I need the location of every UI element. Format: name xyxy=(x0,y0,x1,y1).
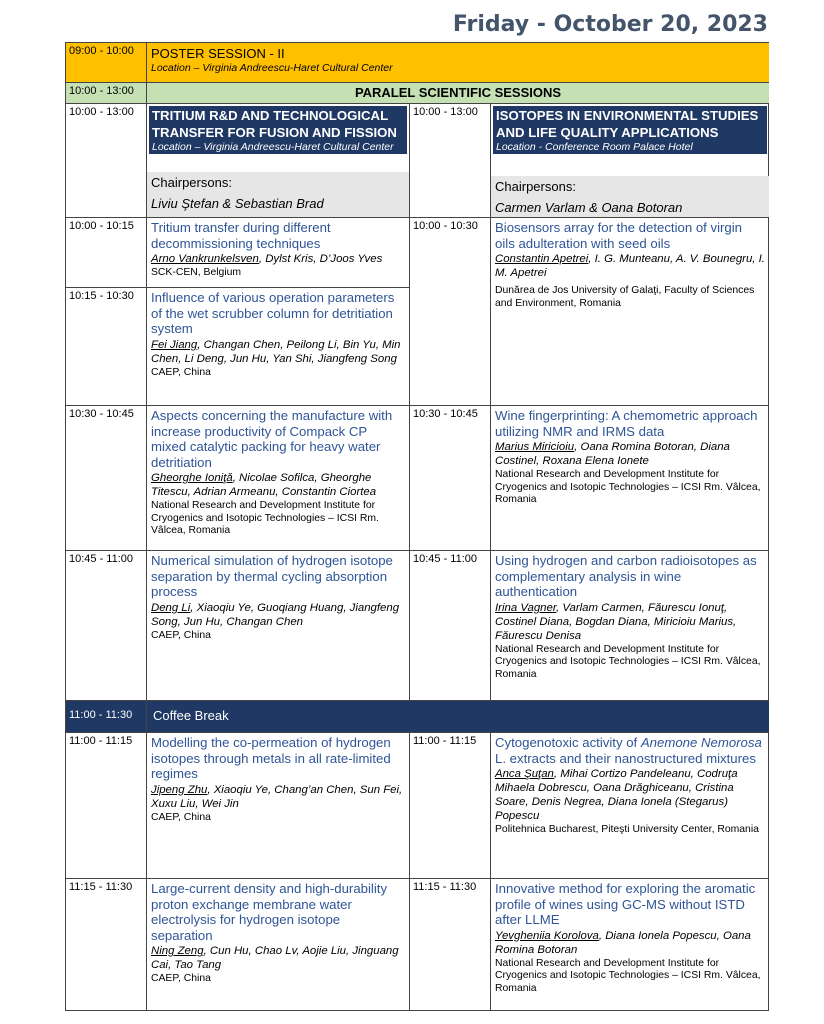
talk-time: 10:15 - 10:30 xyxy=(65,287,146,405)
left-session-title: TRITIUM R&D AND TECHNOLOGICAL TRANSFER FOR FUSION AND FISSION xyxy=(152,108,397,140)
left-session-cell xyxy=(146,103,409,217)
coffee-break-row xyxy=(65,700,769,732)
parallel-title: PARALEL SCIENTIFIC SESSIONS xyxy=(146,82,769,103)
poster-location: Location – Virginia Andreescu-Haret Cultural Center xyxy=(151,62,393,74)
talk-time: 10:45 - 11:00 xyxy=(65,550,146,700)
table-row xyxy=(65,550,409,700)
table-row xyxy=(65,287,409,405)
talk-cell xyxy=(146,287,409,405)
talk-cell xyxy=(146,550,409,700)
talk-affiliation: CAEP, China xyxy=(151,366,211,378)
talk-cell xyxy=(146,732,409,878)
species-name: Anemone Nemorosa xyxy=(640,735,762,750)
talk-authors xyxy=(151,944,405,972)
right-session-location: Location - Conference Room Palace Hotel xyxy=(496,141,693,153)
presenting-author: Anca Şuţan xyxy=(495,768,554,780)
talk-affiliation: CAEP, China xyxy=(151,973,211,984)
right-chair-names: Carmen Varlam & Oana Botoran xyxy=(495,200,683,215)
talk-cell xyxy=(490,405,769,550)
presenting-author: Jipeng Zhu xyxy=(151,783,208,796)
talk-time: 10:30 - 10:45 xyxy=(65,405,146,550)
talk-affiliation: SCK-CEN, Belgium xyxy=(151,267,242,278)
left-chair-label: Chairpersons: xyxy=(151,175,232,190)
talk-authors xyxy=(495,601,765,643)
talk-affiliation: CAEP, China xyxy=(151,629,211,641)
left-chairs-box xyxy=(147,172,409,217)
talk-time: 10:00 - 10:15 xyxy=(65,217,146,287)
right-chairs-box xyxy=(491,176,769,217)
talk-authors xyxy=(151,338,405,366)
talk-title xyxy=(495,735,765,766)
session-header-row xyxy=(65,103,769,217)
co-authors: , Oana Romina Botoran, Diana Costinel, Roxana Elena Ionete xyxy=(495,441,730,467)
talk-cell xyxy=(490,550,769,700)
table-row xyxy=(65,732,409,878)
presenting-author: Deng Li xyxy=(151,601,191,614)
talk-affiliation: National Research and Development Institute for Cryogenics and Isotopic Technologies – ICSI Rm. Vâlcea, Romania xyxy=(495,643,761,680)
presenting-author: Marius Miricioiu xyxy=(495,441,575,453)
talk-affiliation: CAEP, China xyxy=(151,811,211,823)
talk-cell xyxy=(146,217,409,287)
presenting-author: Yevgheniia Korolova xyxy=(495,929,599,942)
left-session-banner xyxy=(149,106,407,154)
presenting-author: Arno Vankrunkelsven xyxy=(151,253,259,265)
co-authors: , I. G. Munteanu, A. V. Bounegru, I. M. Apetrei xyxy=(495,253,765,279)
parallel-time: 10:00 - 13:00 xyxy=(65,82,146,103)
coffee-label: Coffee Break xyxy=(146,700,769,732)
talk-affiliation: Dunărea de Jos University of Galaţi, Faculty of Sciences and Environment, Romania xyxy=(495,285,755,309)
poster-session-row xyxy=(65,42,769,82)
presenting-author: Gheorghe Ioniţă xyxy=(151,472,233,484)
talk-time: 10:45 - 11:00 xyxy=(409,550,490,700)
poster-title: POSTER SESSION - II xyxy=(151,46,285,61)
title-part: L. extracts and their nanostructured mixtures xyxy=(495,750,756,766)
left-session-location: Location – Virginia Andreescu-Haret Cultural Center xyxy=(152,141,394,153)
talk-title: Innovative method for exploring the aromatic profile of wines using GC-MS without ISTD after LLME xyxy=(495,881,756,927)
talk-cell xyxy=(146,878,409,1010)
right-session-banner xyxy=(493,106,767,154)
presenting-author: Fei Jiang xyxy=(151,338,198,351)
coffee-time: 11:00 - 11:30 xyxy=(65,700,146,732)
talk-title: Numerical simulation of hydrogen isotope separation by thermal cycling absorption process xyxy=(151,553,393,599)
right-session-cell xyxy=(490,103,769,217)
co-authors: , Xiaoqiu Ye, Guoqiang Huang, Jiangfeng Song, Jun Hu, Changan Chen xyxy=(151,601,400,628)
talk-affiliation: National Research and Development Institute for Cryogenics and Isotopic Technologies – ICSI Rm. Vâlcea, Romania xyxy=(151,500,379,536)
talk-time: 11:15 - 11:30 xyxy=(65,878,146,1010)
table-row xyxy=(409,878,769,1010)
presenting-author: Irina Vagner xyxy=(495,601,557,614)
talk-time: 10:00 - 10:30 xyxy=(409,217,490,405)
presenting-author: Constantin Apetrei xyxy=(495,253,589,265)
parallel-sessions-row xyxy=(65,82,769,103)
table-row xyxy=(65,405,409,550)
talk-title: Biosensors array for the detection of virgin oils adulteration with seed oils xyxy=(495,220,743,251)
talk-affiliation: Politehnica Bucharest, Piteşti University Center, Romania xyxy=(495,824,759,835)
talk-time: 10:30 - 10:45 xyxy=(409,405,490,550)
co-authors: , Dylst Kris, D’Joos Yves xyxy=(258,253,383,265)
day-title: Friday - October 20, 2023 xyxy=(452,12,768,37)
co-authors: , Nicolae Sofilca, Gheorghe Titescu, Adrian Armeanu, Constantin Ciortea xyxy=(151,472,377,498)
talk-time: 11:00 - 11:15 xyxy=(409,732,490,878)
talk-title: Aspects concerning the manufacture with increase productivity of Compack CP mixed catalytic packing for heavy water detritiation xyxy=(151,408,393,470)
talk-authors xyxy=(151,601,405,629)
talk-title: Tritium transfer during different decommissioning techniques xyxy=(151,220,331,251)
talk-cell xyxy=(490,732,769,878)
talk-authors xyxy=(495,440,765,468)
talk-title: Large-current density and high-durability proton exchange membrane water electrolysis for hydrogen isotope separation xyxy=(151,881,388,943)
poster-time: 09:00 - 10:00 xyxy=(65,42,146,82)
talk-authors xyxy=(151,783,405,811)
table-row xyxy=(65,217,409,287)
table-row xyxy=(409,405,769,550)
co-authors: , Mihai Cortizo Pandeleanu, Codruţa Mihaela Dobrescu, Oana Drăghiceanu, Cristina Soare, Denis Negrea, Diana Ionela (Stegarus) Popescu xyxy=(495,768,738,822)
left-chair-names: Liviu Ştefan & Sebastian Brad xyxy=(151,196,324,211)
table-bottom-border xyxy=(65,1009,769,1011)
talk-cell xyxy=(490,217,769,405)
talk-title: Using hydrogen and carbon radioisotopes as complementary analysis in wine authentication xyxy=(495,553,757,599)
right-session-time: 10:00 - 13:00 xyxy=(409,103,490,217)
co-authors: , Diana Ionela Popescu, Oana Romina Botoran xyxy=(495,929,751,956)
co-authors: , Changan Chen, Peilong Li, Bin Yu, Min Chen, Li Deng, Jun Hu, Yan Shi, Jiangfeng Song xyxy=(151,338,401,365)
talk-title: Wine fingerprinting: A chemometric approach utilizing NMR and IRMS data xyxy=(495,408,758,439)
co-authors: , Cun Hu, Chao Lv, Aojie Liu, Jinguang Cai, Tao Tang xyxy=(151,945,399,971)
talk-title: Modelling the co-permeation of hydrogen isotopes through metals in all rate-limited regimes xyxy=(151,735,391,781)
talk-authors xyxy=(495,929,765,957)
talk-affiliation: National Research and Development Institute for Cryogenics and Isotopic Technologies – ICSI Rm. Vâlcea, Romania xyxy=(495,957,761,994)
table-row xyxy=(65,878,409,1010)
table-row xyxy=(409,550,769,700)
talk-time: 11:00 - 11:15 xyxy=(65,732,146,878)
poster-cell xyxy=(146,42,769,82)
talk-authors xyxy=(495,767,765,823)
talk-cell xyxy=(490,878,769,1010)
talk-time: 11:15 - 11:30 xyxy=(409,878,490,1010)
right-chair-label: Chairpersons: xyxy=(495,179,576,194)
talk-title: Influence of various operation parameters of the wet scrubber column for detritiation system xyxy=(151,290,395,336)
table-row xyxy=(409,217,769,405)
title-part: Cytogenotoxic activity of xyxy=(495,735,641,750)
co-authors: , Xiaoqiu Ye, Chang’an Chen, Sun Fei, Xuxu Liu, Wei Jin xyxy=(151,783,403,810)
talk-authors xyxy=(495,252,765,280)
table-row xyxy=(409,732,769,878)
talk-authors xyxy=(151,252,405,266)
presenting-author: Ning Zeng xyxy=(151,945,204,957)
left-session-time: 10:00 - 13:00 xyxy=(65,103,146,217)
talk-authors xyxy=(151,471,405,499)
co-authors: , Varlam Carmen, Făurescu Ionuţ, Costinel Diana, Bogdan Diana, Miricioiu Marius, Făurescu Denisa xyxy=(495,601,737,642)
talk-cell xyxy=(146,405,409,550)
right-session-title: ISOTOPES IN ENVIRONMENTAL STUDIES AND LIFE QUALITY APPLICATIONS xyxy=(496,108,759,140)
talk-affiliation: National Research and Development Institute for Cryogenics and Isotopic Technologies – ICSI Rm. Vâlcea, Romania xyxy=(495,469,761,505)
